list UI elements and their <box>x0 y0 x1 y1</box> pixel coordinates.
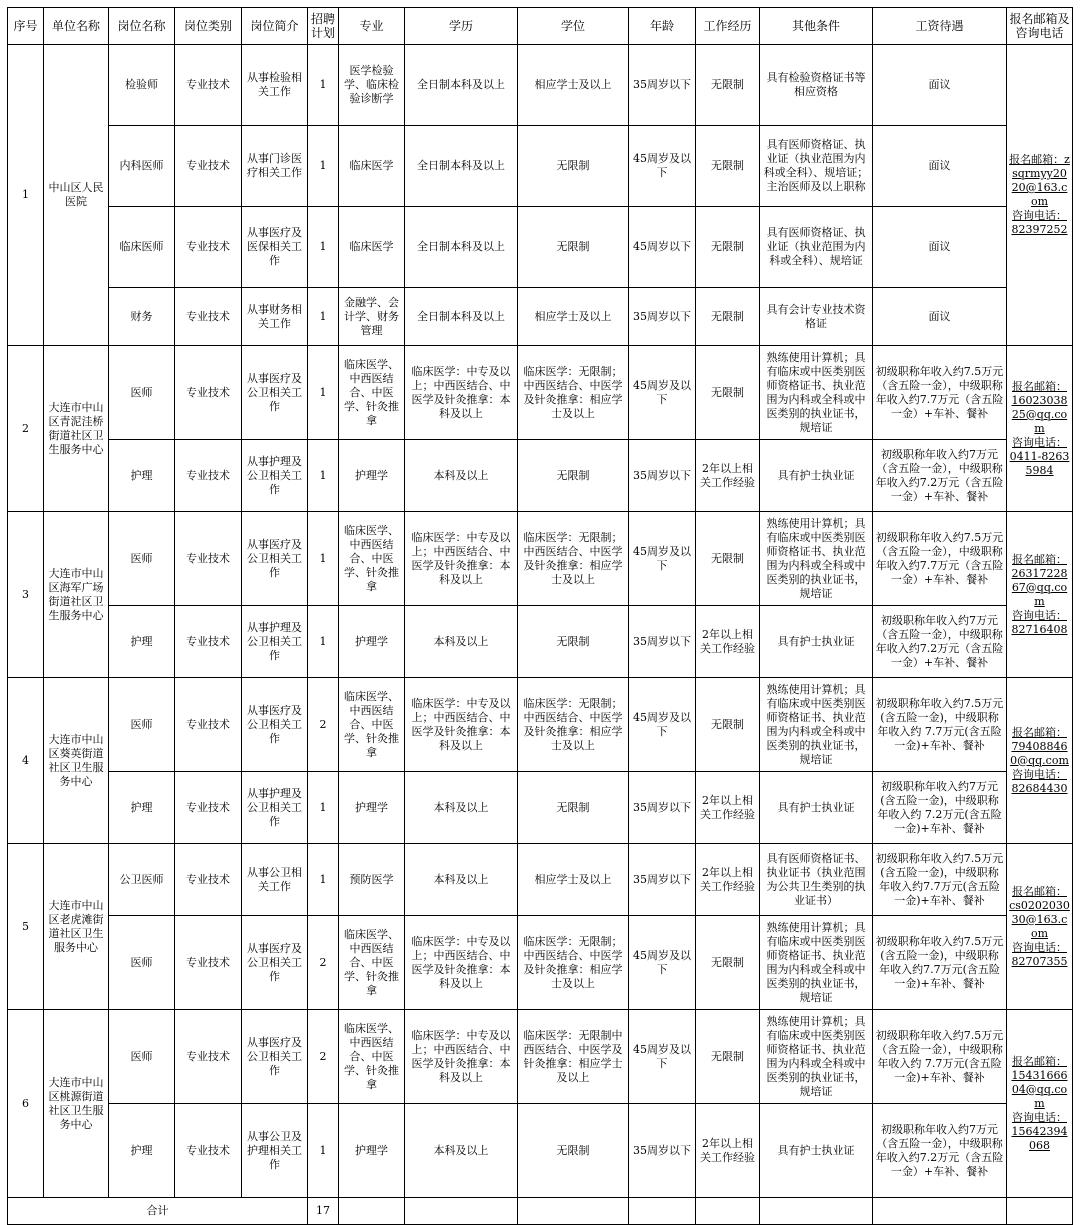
unit-seq: 2 <box>8 346 44 512</box>
header-category: 岗位类别 <box>175 8 242 45</box>
unit-contact <box>1007 844 1073 1010</box>
position-experience: 无限制 <box>696 916 760 1010</box>
position-salary: 初级职称年收入约7万元（含五险一金），中级职称年收入约7.2万元（含五险一金）+车补、餐补 <box>873 1104 1007 1198</box>
position-age: 45周岁以下 <box>629 207 696 288</box>
position-plan: 2 <box>308 916 339 1010</box>
header-contact: 报名邮箱及咨询电话 <box>1007 8 1073 45</box>
position-education: 临床医学：中专及以上；中西医结合、中医学及针灸推拿：本科及以上 <box>405 1010 518 1104</box>
position-plan: 1 <box>308 440 339 512</box>
position-education: 本科及以上 <box>405 606 518 678</box>
table-row <box>8 844 1073 916</box>
position-experience: 2年以上相关工作经验 <box>696 772 760 844</box>
position-education: 临床医学：中专及以上；中西医结合、中医学及针灸推拿：本科及以上 <box>405 346 518 440</box>
table-row <box>8 1104 1073 1198</box>
position-other: 熟练使用计算机；具有临床或中医类别医师资格证书、执业范围为内科或全科或中医类别的执业证书，规培证 <box>760 678 873 772</box>
position-degree: 临床医学：无限制中西医结合、中医学及针灸推拿：相应学士及以上 <box>518 1010 629 1104</box>
table-row <box>8 288 1073 346</box>
position-degree: 无限制 <box>518 126 629 207</box>
position-name: 医师 <box>109 512 175 606</box>
position-major: 临床医学 <box>339 126 405 207</box>
position-education: 全日制本科及以上 <box>405 45 518 126</box>
contact-phone[interactable]: 咨询电话：82707355 <box>1011 940 1068 968</box>
header-age: 年龄 <box>629 8 696 45</box>
position-other: 具有护士执业证 <box>760 606 873 678</box>
table-row <box>8 207 1073 288</box>
table-row <box>8 916 1073 1010</box>
position-education: 全日制本科及以上 <box>405 288 518 346</box>
position-intro: 从事门诊医疗相关工作 <box>242 126 308 207</box>
contact-phone[interactable]: 咨询电话：15642394068 <box>1011 1110 1068 1152</box>
table-row <box>8 126 1073 207</box>
position-major: 预防医学 <box>339 844 405 916</box>
position-other: 熟练使用计算机；具有临床或中医类别医师资格证书、执业范围为内科或全科或中医类别的执业证书，规培证 <box>760 916 873 1010</box>
total-label: 合计 <box>8 1198 308 1225</box>
position-name: 财务 <box>109 288 175 346</box>
position-name: 护理 <box>109 440 175 512</box>
total-plan: 17 <box>308 1198 339 1225</box>
header-row <box>8 8 1073 45</box>
position-age: 45周岁及以下 <box>629 126 696 207</box>
position-experience: 2年以上相关工作经验 <box>696 1104 760 1198</box>
position-salary: 初级职称年收入约7.5万元(含五险一金)，中级职称年收入约 7.7万元(含五险一金)+车补、餐补 <box>873 678 1007 772</box>
position-major: 临床医学、中西医结合、中医学、针灸推拿 <box>339 346 405 440</box>
position-age: 35周岁以下 <box>629 440 696 512</box>
position-intro: 从事医疗及医保相关工作 <box>242 207 308 288</box>
position-intro: 从事医疗及公卫相关工作 <box>242 512 308 606</box>
position-plan: 1 <box>308 512 339 606</box>
table-row <box>8 772 1073 844</box>
header-unit: 单位名称 <box>44 8 109 45</box>
position-age: 35周岁以下 <box>629 606 696 678</box>
unit-seq: 4 <box>8 678 44 844</box>
position-degree: 相应学士及以上 <box>518 844 629 916</box>
position-intro: 从事公卫及护理相关工作 <box>242 1104 308 1198</box>
position-salary: 面议 <box>873 207 1007 288</box>
unit-name: 大连市中山区葵英街道社区卫生服务中心 <box>44 678 109 844</box>
position-other: 具有护士执业证 <box>760 440 873 512</box>
position-other: 熟练使用计算机；具有临床或中医类别医师资格证书、执业范围为内科或全科或中医类别的执业证书，规培证 <box>760 1010 873 1104</box>
total-empty <box>873 1198 1007 1225</box>
position-age: 35周岁以下 <box>629 1104 696 1198</box>
position-degree: 相应学士及以上 <box>518 288 629 346</box>
position-major: 临床医学、中西医结合、中医学、针灸推拿 <box>339 1010 405 1104</box>
position-experience: 无限制 <box>696 346 760 440</box>
position-name: 内科医师 <box>109 126 175 207</box>
contact-email[interactable]: 报名邮箱：794088460@qq.com <box>1010 725 1069 767</box>
unit-name: 大连市中山区青泥洼桥街道社区卫生服务中心 <box>44 346 109 512</box>
unit-contact <box>1007 512 1073 678</box>
unit-name: 中山区人民医院 <box>44 45 109 346</box>
position-salary: 初级职称年收入约7万元（含五险一金），中级职称年收入约7.2万元（含五险一金）+车补、餐补 <box>873 606 1007 678</box>
position-plan: 1 <box>308 844 339 916</box>
position-category: 专业技术 <box>175 916 242 1010</box>
contact-phone[interactable]: 咨询电话：0411-82635984 <box>1009 435 1070 477</box>
position-major: 临床医学、中西医结合、中医学、针灸推拿 <box>339 678 405 772</box>
position-category: 专业技术 <box>175 440 242 512</box>
contact-phone[interactable]: 咨询电话：82716408 <box>1011 608 1068 636</box>
contact-email[interactable]: 报名邮箱：1543166604@qq.com <box>1011 1054 1068 1110</box>
table-row <box>8 512 1073 606</box>
table-row <box>8 440 1073 512</box>
position-name: 公卫医师 <box>109 844 175 916</box>
position-experience: 无限制 <box>696 207 760 288</box>
total-empty <box>405 1198 518 1225</box>
position-experience: 无限制 <box>696 45 760 126</box>
position-degree: 无限制 <box>518 207 629 288</box>
position-salary: 初级职称年收入约7.5万元(含五险一金)，中级职称年收入约7.7万元(含五险一金)+车补、餐补 <box>873 916 1007 1010</box>
position-experience: 无限制 <box>696 678 760 772</box>
position-major: 临床医学 <box>339 207 405 288</box>
position-intro: 从事护理及公卫相关工作 <box>242 772 308 844</box>
position-category: 专业技术 <box>175 844 242 916</box>
header-major: 专业 <box>339 8 405 45</box>
position-category: 专业技术 <box>175 288 242 346</box>
contact-email[interactable]: 报名邮箱：cs020203030@163.com <box>1009 884 1070 940</box>
position-age: 45周岁及以下 <box>629 1010 696 1104</box>
contact-email[interactable]: 报名邮箱：2631722867@qq.com <box>1011 552 1068 608</box>
position-major: 临床医学、中西医结合、中医学、针灸推拿 <box>339 916 405 1010</box>
recruitment-table <box>7 7 1073 1225</box>
position-experience: 2年以上相关工作经验 <box>696 844 760 916</box>
position-intro: 从事公卫相关工作 <box>242 844 308 916</box>
header-intro: 岗位简介 <box>242 8 308 45</box>
position-education: 本科及以上 <box>405 772 518 844</box>
total-empty <box>518 1198 629 1225</box>
position-intro: 从事医疗及公卫相关工作 <box>242 678 308 772</box>
position-salary: 初级职称年收入约7.5万元(含五险一金)，中级职称年收入约7.7万元(含五险一金)+车补、餐补 <box>873 844 1007 916</box>
position-plan: 2 <box>308 678 339 772</box>
unit-name: 大连市中山区桃源街道社区卫生服务中心 <box>44 1010 109 1198</box>
position-plan: 1 <box>308 126 339 207</box>
total-empty <box>339 1198 405 1225</box>
position-education: 全日制本科及以上 <box>405 207 518 288</box>
position-other: 具有会计专业技术资格证 <box>760 288 873 346</box>
position-name: 临床医师 <box>109 207 175 288</box>
position-category: 专业技术 <box>175 207 242 288</box>
position-other: 熟练使用计算机；具有临床或中医类别医师资格证书、执业范围为内科或全科或中医类别的执业证书，规培证 <box>760 512 873 606</box>
header-other: 其他条件 <box>760 8 873 45</box>
table-row <box>8 346 1073 440</box>
position-category: 专业技术 <box>175 346 242 440</box>
position-name: 医师 <box>109 346 175 440</box>
unit-contact <box>1007 678 1073 844</box>
header-seq: 序号 <box>8 8 44 45</box>
position-experience: 无限制 <box>696 126 760 207</box>
position-degree: 临床医学：无限制；中西医结合、中医学及针灸推拿：相应学士及以上 <box>518 916 629 1010</box>
header-plan: 招聘计划 <box>308 8 339 45</box>
unit-contact <box>1007 346 1073 512</box>
unit-name: 大连市中山区海军广场街道社区卫生服务中心 <box>44 512 109 678</box>
position-name: 医师 <box>109 678 175 772</box>
position-age: 35周岁以下 <box>629 772 696 844</box>
position-experience: 无限制 <box>696 512 760 606</box>
total-row <box>8 1198 1073 1225</box>
header-position: 岗位名称 <box>109 8 175 45</box>
position-age: 35周岁以下 <box>629 288 696 346</box>
position-age: 45周岁及以下 <box>629 346 696 440</box>
position-name: 检验师 <box>109 45 175 126</box>
position-age: 35周岁以下 <box>629 45 696 126</box>
position-salary: 初级职称年收入约7.5万元（含五险一金），中级职称年收入约7.7万元（含五险一金）+车补、餐补 <box>873 346 1007 440</box>
position-degree: 无限制 <box>518 606 629 678</box>
position-salary: 面议 <box>873 288 1007 346</box>
unit-seq: 6 <box>8 1010 44 1198</box>
table-row <box>8 678 1073 772</box>
position-degree: 无限制 <box>518 772 629 844</box>
position-plan: 1 <box>308 207 339 288</box>
header-degree: 学位 <box>518 8 629 45</box>
header-experience: 工作经历 <box>696 8 760 45</box>
unit-seq: 1 <box>8 45 44 346</box>
position-intro: 从事医疗及公卫相关工作 <box>242 346 308 440</box>
position-name: 护理 <box>109 606 175 678</box>
position-other: 具有护士执业证 <box>760 772 873 844</box>
position-plan: 1 <box>308 1104 339 1198</box>
contact-email[interactable]: 报名邮箱：1602303825@qq.com <box>1011 379 1068 435</box>
table-body <box>8 45 1073 1198</box>
position-name: 护理 <box>109 772 175 844</box>
position-major: 金融学、会计学、财务管理 <box>339 288 405 346</box>
position-name: 护理 <box>109 1104 175 1198</box>
unit-contact <box>1007 1010 1073 1198</box>
table-row <box>8 1010 1073 1104</box>
position-salary: 初级职称年收入约7.5万元（含五险一金），中级职称年收入约 7.7万元(含五险一金)+车补、餐补 <box>873 1010 1007 1104</box>
table-row <box>8 606 1073 678</box>
position-intro: 从事护理及公卫相关工作 <box>242 606 308 678</box>
position-salary: 初级职称年收入约7万元(含五险一金)，中级职称年收入约 7.2万元(含五险一金)+车补、餐补 <box>873 772 1007 844</box>
position-degree: 临床医学：无限制；中西医结合、中医学及针灸推拿：相应学士及以上 <box>518 512 629 606</box>
position-experience: 无限制 <box>696 1010 760 1104</box>
position-category: 专业技术 <box>175 45 242 126</box>
position-category: 专业技术 <box>175 606 242 678</box>
contact-phone[interactable]: 咨询电话：82397252 <box>1011 209 1068 236</box>
position-plan: 1 <box>308 606 339 678</box>
position-major: 临床医学、中西医结合、中医学、针灸推拿 <box>339 512 405 606</box>
position-major: 医学检验学、临床检验诊断学 <box>339 45 405 126</box>
position-category: 专业技术 <box>175 126 242 207</box>
position-age: 45周岁及以下 <box>629 916 696 1010</box>
position-degree: 临床医学：无限制；中西医结合、中医学及针灸推拿：相应学士及以上 <box>518 346 629 440</box>
position-other: 具有医师资格证、执业证（执业范围为内科或全科）、规培证；主治医师及以上职称 <box>760 126 873 207</box>
position-age: 45周岁及以下 <box>629 512 696 606</box>
position-name: 医师 <box>109 916 175 1010</box>
position-category: 专业技术 <box>175 1104 242 1198</box>
position-plan: 1 <box>308 45 339 126</box>
position-degree: 相应学士及以上 <box>518 45 629 126</box>
position-other: 具有医师资格证书、执业证书（执业范围为公共卫生类别的执业证书） <box>760 844 873 916</box>
contact-phone[interactable]: 咨询电话：82684430 <box>1011 767 1068 795</box>
position-major: 护理学 <box>339 440 405 512</box>
position-intro: 从事财务相关工作 <box>242 288 308 346</box>
position-other: 具有检验资格证书等相应资格 <box>760 45 873 126</box>
total-empty <box>696 1198 760 1225</box>
position-degree: 无限制 <box>518 440 629 512</box>
position-experience: 2年以上相关工作经验 <box>696 606 760 678</box>
position-plan: 1 <box>308 772 339 844</box>
position-other: 熟练使用计算机；具有临床或中医类别医师资格证书、执业范围为内科或全科或中医类别的执业证书，规培证 <box>760 346 873 440</box>
position-salary: 初级职称年收入约7万元（含五险一金），中级职称年收入约7.2万元（含五险一金）+车补、餐补 <box>873 440 1007 512</box>
position-salary: 面议 <box>873 45 1007 126</box>
position-education: 临床医学：中专及以上；中西医结合、中医学及针灸推拿：本科及以上 <box>405 512 518 606</box>
position-major: 护理学 <box>339 606 405 678</box>
unit-name: 大连市中山区老虎滩街道社区卫生服务中心 <box>44 844 109 1010</box>
position-age: 35周岁以下 <box>629 844 696 916</box>
position-degree: 无限制 <box>518 1104 629 1198</box>
position-salary: 初级职称年收入约7.5万元（含五险一金），中级职称年收入约7.7万元（含五险一金）+车补、餐补 <box>873 512 1007 606</box>
position-education: 临床医学：中专及以上；中西医结合、中医学及针灸推拿：本科及以上 <box>405 916 518 1010</box>
total-empty <box>1007 1198 1073 1225</box>
contact-email[interactable]: 报名邮箱：zsqrmyy2020@163.com <box>1009 153 1070 208</box>
position-other: 具有医师资格证、执业证（执业范围为内科或全科）、规培证 <box>760 207 873 288</box>
position-plan: 1 <box>308 346 339 440</box>
unit-seq: 3 <box>8 512 44 678</box>
unit-seq: 5 <box>8 844 44 1010</box>
position-category: 专业技术 <box>175 512 242 606</box>
total-empty <box>629 1198 696 1225</box>
position-category: 专业技术 <box>175 1010 242 1104</box>
position-experience: 无限制 <box>696 288 760 346</box>
position-education: 临床医学：中专及以上；中西医结合、中医学及针灸推拿：本科及以上 <box>405 678 518 772</box>
position-experience: 2年以上相关工作经验 <box>696 440 760 512</box>
header-salary: 工资待遇 <box>873 8 1007 45</box>
position-intro: 从事医疗及公卫相关工作 <box>242 916 308 1010</box>
position-intro: 从事检验相关工作 <box>242 45 308 126</box>
table-row <box>8 45 1073 126</box>
position-major: 护理学 <box>339 1104 405 1198</box>
total-empty <box>760 1198 873 1225</box>
position-education: 本科及以上 <box>405 844 518 916</box>
position-education: 本科及以上 <box>405 1104 518 1198</box>
position-plan: 2 <box>308 1010 339 1104</box>
position-age: 45周岁及以下 <box>629 678 696 772</box>
unit-contact <box>1007 45 1073 346</box>
position-major: 护理学 <box>339 772 405 844</box>
position-plan: 1 <box>308 288 339 346</box>
position-other: 具有护士执业证 <box>760 1104 873 1198</box>
position-name: 医师 <box>109 1010 175 1104</box>
position-intro: 从事医疗及公卫相关工作 <box>242 1010 308 1104</box>
position-education: 全日制本科及以上 <box>405 126 518 207</box>
position-category: 专业技术 <box>175 678 242 772</box>
header-education: 学历 <box>405 8 518 45</box>
position-category: 专业技术 <box>175 772 242 844</box>
position-salary: 面议 <box>873 126 1007 207</box>
position-education: 本科及以上 <box>405 440 518 512</box>
position-degree: 临床医学：无限制；中西医结合、中医学及针灸推拿：相应学士及以上 <box>518 678 629 772</box>
position-intro: 从事护理及公卫相关工作 <box>242 440 308 512</box>
